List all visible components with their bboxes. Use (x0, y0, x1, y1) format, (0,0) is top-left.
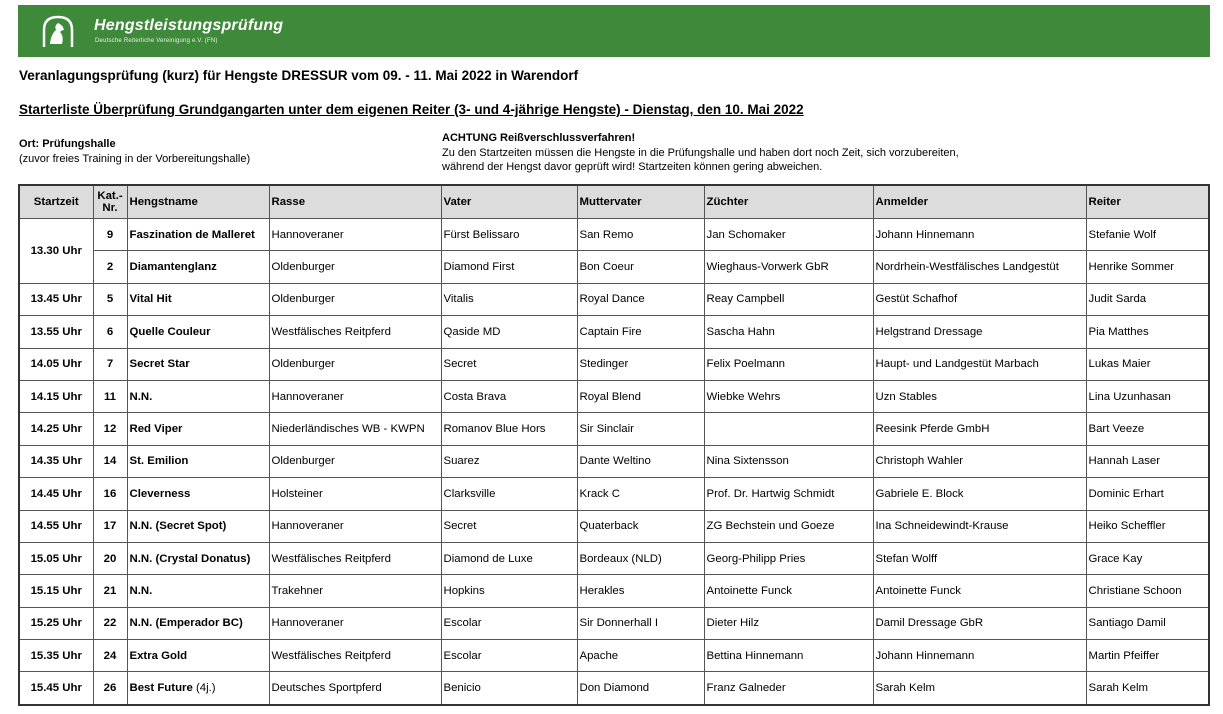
cell-startzeit: 14.55 Uhr (19, 510, 93, 542)
cell-anmelder: Helgstrand Dressage (873, 316, 1086, 348)
col-header-startzeit: Startzeit (19, 185, 93, 219)
col-header-anmelder: Anmelder (873, 185, 1086, 219)
starter-table (18, 184, 1210, 706)
cell-anmelder: Johann Hinnemann (873, 219, 1086, 251)
horse-name: Faszination de Malleret (129, 228, 255, 241)
col-header-hengstname: Hengstname (127, 185, 269, 219)
cell-reiter: Christiane Schoon (1086, 575, 1209, 607)
cell-reiter: Hannah Laser (1086, 445, 1209, 477)
cell-vater: Diamond First (441, 251, 577, 283)
cell-zuechter: Georg-Philipp Pries (704, 542, 873, 574)
cell-startzeit: 15.45 Uhr (19, 672, 93, 705)
cell-vater: Fürst Belissaro (441, 219, 577, 251)
cell-zuechter: ZG Bechstein und Goeze (704, 510, 873, 542)
cell-kat-nr: 12 (93, 413, 127, 445)
cell-reiter: Pia Matthes (1086, 316, 1209, 348)
cell-startzeit: 13.30 Uhr (19, 219, 93, 284)
cell-zuechter: Wieghaus-Vorwerk GbR (704, 251, 873, 283)
cell-reiter: Heiko Scheffler (1086, 510, 1209, 542)
cell-kat-nr: 20 (93, 542, 127, 574)
cell-startzeit: 15.35 Uhr (19, 640, 93, 672)
cell-anmelder: Gestüt Schafhof (873, 283, 1086, 315)
cell-reiter: Martin Pfeiffer (1086, 640, 1209, 672)
table-row (19, 542, 1209, 574)
table-header-row (19, 185, 1209, 219)
cell-anmelder: Sarah Kelm (873, 672, 1086, 705)
table-row (19, 575, 1209, 607)
cell-muttervater: Royal Dance (577, 283, 704, 315)
page-title: Veranlagungsprüfung (kurz) für Hengste DRESSUR vom 09. - 11. Mai 2022 in Warendorf (19, 68, 579, 83)
cell-zuechter: Jan Schomaker (704, 219, 873, 251)
horse-name: Quelle Couleur (129, 325, 211, 338)
cell-kat-nr: 5 (93, 283, 127, 315)
cell-vater: Vitalis (441, 283, 577, 315)
cell-anmelder: Ina Schneidewindt-Krause (873, 510, 1086, 542)
cell-hengstname (127, 575, 269, 607)
col-header-vater: Vater (441, 185, 577, 219)
cell-reiter: Lukas Maier (1086, 348, 1209, 380)
table-row (19, 445, 1209, 477)
col-header-muttervater: Muttervater (577, 185, 704, 219)
horse-name: N.N. (Secret Spot) (129, 520, 227, 533)
cell-zuechter: Franz Galneder (704, 672, 873, 705)
cell-startzeit: 13.55 Uhr (19, 316, 93, 348)
cell-kat-nr: 7 (93, 348, 127, 380)
cell-anmelder: Uzn Stables (873, 380, 1086, 412)
cell-vater: Escolar (441, 640, 577, 672)
table-row (19, 607, 1209, 639)
location-label: Ort: Prüfungshalle (19, 138, 116, 150)
horse-name: Secret Star (129, 358, 190, 371)
cell-kat-nr: 2 (93, 251, 127, 283)
cell-muttervater: Sir Sinclair (577, 413, 704, 445)
cell-vater: Secret (441, 348, 577, 380)
cell-kat-nr: 22 (93, 607, 127, 639)
cell-zuechter: Nina Sixtensson (704, 445, 873, 477)
horse-name: Vital Hit (129, 293, 172, 306)
cell-muttervater: Herakles (577, 575, 704, 607)
cell-muttervater: Apache (577, 640, 704, 672)
notice-line-2: während der Hengst davor geprüft wird! Startzeiten können gering abweichen. (442, 161, 823, 173)
table-row (19, 283, 1209, 315)
location-note: (zuvor freies Training in der Vorbereitungshalle) (19, 153, 251, 165)
cell-startzeit: 14.15 Uhr (19, 380, 93, 412)
brand-title: Hengstleistungsprüfung (94, 17, 284, 34)
table-row (19, 251, 1209, 283)
cell-anmelder: Gabriele E. Block (873, 478, 1086, 510)
cell-anmelder: Stefan Wolff (873, 542, 1086, 574)
cell-startzeit: 15.05 Uhr (19, 542, 93, 574)
cell-vater: Suarez (441, 445, 577, 477)
cell-kat-nr: 6 (93, 316, 127, 348)
cell-reiter: Stefanie Wolf (1086, 219, 1209, 251)
cell-hengstname (127, 445, 269, 477)
cell-kat-nr: 16 (93, 478, 127, 510)
cell-vater: Qaside MD (441, 316, 577, 348)
cell-muttervater: Bordeaux (NLD) (577, 542, 704, 574)
cell-muttervater: San Remo (577, 219, 704, 251)
horse-name: Diamantenglanz (129, 261, 217, 274)
cell-hengstname (127, 478, 269, 510)
cell-vater: Hopkins (441, 575, 577, 607)
horse-name: Best Future (129, 682, 193, 695)
cell-rasse: Westfälisches Reitpferd (269, 316, 441, 348)
cell-zuechter: Reay Campbell (704, 283, 873, 315)
cell-muttervater: Stedinger (577, 348, 704, 380)
notice-line-1: Zu den Startzeiten müssen die Hengste in die Prüfungshalle und haben dort noch Zeit, sich vorzubereiten, (442, 146, 959, 159)
horse-age-note: (4j.) (192, 682, 216, 695)
cell-kat-nr: 9 (93, 219, 127, 251)
horse-name: St. Emilion (129, 455, 189, 468)
cell-kat-nr: 26 (93, 672, 127, 705)
cell-hengstname (127, 316, 269, 348)
cell-reiter: Santiago Damil (1086, 607, 1209, 639)
cell-kat-nr: 17 (93, 510, 127, 542)
cell-reiter: Judit Sarda (1086, 283, 1209, 315)
horse-name: N.N. (Emperador BC) (129, 617, 243, 630)
cell-vater: Clarksville (441, 478, 577, 510)
page-subtitle: Starterliste Überprüfung Grundgangarten unter dem eigenen Reiter (3- und 4-jährige Hengste) - Dienstag, den 10. Mai 2022 (19, 102, 804, 117)
cell-rasse: Oldenburger (269, 445, 441, 477)
cell-vater: Secret (441, 510, 577, 542)
cell-hengstname (127, 380, 269, 412)
cell-hengstname (127, 510, 269, 542)
cell-vater: Romanov Blue Hors (441, 413, 577, 445)
brand-subtitle: Deutsche Reiterliche Vereinigung e.V. (FN) (95, 38, 218, 44)
cell-anmelder: Christoph Wahler (873, 445, 1086, 477)
col-header-rasse: Rasse (269, 185, 441, 219)
cell-vater: Benicio (441, 672, 577, 705)
cell-zuechter: Felix Poelmann (704, 348, 873, 380)
cell-rasse: Oldenburger (269, 283, 441, 315)
cell-hengstname (127, 607, 269, 639)
cell-reiter: Grace Kay (1086, 542, 1209, 574)
cell-hengstname (127, 672, 269, 705)
cell-kat-nr: 21 (93, 575, 127, 607)
cell-reiter: Dominic Erhart (1086, 478, 1209, 510)
cell-rasse: Oldenburger (269, 348, 441, 380)
horse-name: N.N. (Crystal Donatus) (129, 552, 251, 565)
cell-muttervater: Quaterback (577, 510, 704, 542)
col-header-reiter: Reiter (1086, 185, 1209, 219)
cell-startzeit: 15.25 Uhr (19, 607, 93, 639)
table-row (19, 219, 1209, 251)
cell-zuechter (704, 413, 873, 445)
table-row (19, 640, 1209, 672)
cell-anmelder: Antoinette Funck (873, 575, 1086, 607)
cell-reiter: Bart Veeze (1086, 413, 1209, 445)
cell-zuechter: Wiebke Wehrs (704, 380, 873, 412)
cell-muttervater: Captain Fire (577, 316, 704, 348)
table-row (19, 478, 1209, 510)
cell-anmelder: Haupt- und Landgestüt Marbach (873, 348, 1086, 380)
cell-vater: Escolar (441, 607, 577, 639)
horse-name: Red Viper (129, 423, 183, 436)
cell-reiter: Henrike Sommer (1086, 251, 1209, 283)
cell-hengstname (127, 413, 269, 445)
cell-startzeit: 14.35 Uhr (19, 445, 93, 477)
cell-zuechter: Sascha Hahn (704, 316, 873, 348)
cell-hengstname (127, 251, 269, 283)
kat-header-line-2: Nr. (102, 202, 118, 214)
cell-startzeit: 14.25 Uhr (19, 413, 93, 445)
horse-logo-icon (40, 14, 76, 50)
cell-hengstname (127, 640, 269, 672)
cell-startzeit: 13.45 Uhr (19, 283, 93, 315)
cell-anmelder: Johann Hinnemann (873, 640, 1086, 672)
location-info (19, 137, 250, 167)
cell-rasse: Hannoveraner (269, 380, 441, 412)
cell-hengstname (127, 348, 269, 380)
table-row (19, 380, 1209, 412)
cell-rasse: Deutsches Sportpferd (269, 672, 441, 705)
cell-muttervater: Krack C (577, 478, 704, 510)
cell-zuechter: Prof. Dr. Hartwig Schmidt (704, 478, 873, 510)
kat-header-line-1: Kat.- (97, 190, 123, 202)
cell-hengstname (127, 283, 269, 315)
cell-kat-nr: 14 (93, 445, 127, 477)
notice-box (442, 131, 959, 175)
cell-startzeit: 14.05 Uhr (19, 348, 93, 380)
cell-rasse: Holsteiner (269, 478, 441, 510)
table-row (19, 316, 1209, 348)
table-row (19, 510, 1209, 542)
header-banner (18, 5, 1210, 57)
cell-zuechter: Dieter Hilz (704, 607, 873, 639)
cell-vater: Costa Brava (441, 380, 577, 412)
cell-hengstname (127, 542, 269, 574)
horse-name: N.N. (129, 390, 153, 403)
cell-startzeit: 15.15 Uhr (19, 575, 93, 607)
cell-muttervater: Bon Coeur (577, 251, 704, 283)
cell-kat-nr: 24 (93, 640, 127, 672)
table-row (19, 672, 1209, 705)
col-header-kat-nr (93, 185, 127, 219)
cell-rasse: Oldenburger (269, 251, 441, 283)
cell-rasse: Hannoveraner (269, 510, 441, 542)
cell-kat-nr: 11 (93, 380, 127, 412)
cell-vater: Diamond de Luxe (441, 542, 577, 574)
cell-reiter: Sarah Kelm (1086, 672, 1209, 705)
cell-rasse: Hannoveraner (269, 219, 441, 251)
cell-hengstname (127, 219, 269, 251)
notice-title: ACHTUNG Reißverschlussverfahren! (442, 132, 636, 144)
cell-muttervater: Sir Donnerhall I (577, 607, 704, 639)
cell-anmelder: Nordrhein-Westfälisches Landgestüt (873, 251, 1086, 283)
cell-rasse: Westfälisches Reitpferd (269, 640, 441, 672)
cell-zuechter: Bettina Hinnemann (704, 640, 873, 672)
table-row (19, 413, 1209, 445)
horse-name: N.N. (129, 584, 153, 597)
cell-anmelder: Damil Dressage GbR (873, 607, 1086, 639)
cell-muttervater: Don Diamond (577, 672, 704, 705)
cell-rasse: Trakehner (269, 575, 441, 607)
col-header-zuechter: Züchter (704, 185, 873, 219)
horse-name: Extra Gold (129, 649, 188, 662)
horse-name: Cleverness (129, 487, 191, 500)
cell-rasse: Hannoveraner (269, 607, 441, 639)
cell-muttervater: Royal Blend (577, 380, 704, 412)
cell-anmelder: Reesink Pferde GmbH (873, 413, 1086, 445)
table-row (19, 348, 1209, 380)
cell-reiter: Lina Uzunhasan (1086, 380, 1209, 412)
cell-rasse: Westfälisches Reitpferd (269, 542, 441, 574)
cell-rasse: Niederländisches WB - KWPN (269, 413, 441, 445)
cell-startzeit: 14.45 Uhr (19, 478, 93, 510)
cell-muttervater: Dante Weltino (577, 445, 704, 477)
cell-zuechter: Antoinette Funck (704, 575, 873, 607)
